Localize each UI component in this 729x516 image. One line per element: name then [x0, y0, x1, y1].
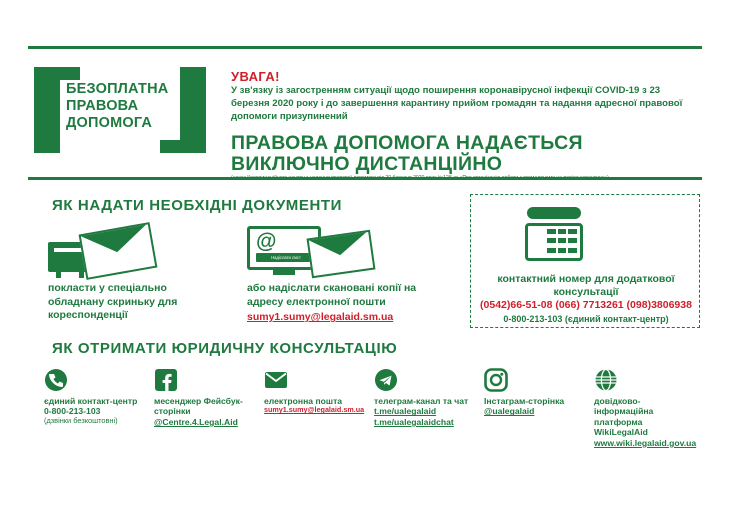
email-icon	[264, 368, 288, 392]
legal-reference: (наказ Координаційного центру з надання правової допомоги від 20 березня 2020 року №128-аг «Про організацію роботи з громадянами на період карантину»)	[231, 175, 609, 181]
channel-title: месенджер Фейсбук-сторінки	[154, 396, 243, 417]
channel-value[interactable]: www.wiki.legalaid.gov.ua	[594, 437, 697, 448]
consultation-caption: контактний номер для додаткової консультації	[497, 273, 675, 299]
option-email-caption	[247, 282, 447, 325]
channel-telegram[interactable]	[374, 368, 484, 448]
consultation-hotline: 0-800-213-103 (єдиний контакт-центр)	[503, 314, 669, 324]
option-email-text: або надіслати скановані копії на адресу електронної пошти	[247, 282, 417, 308]
channel-value[interactable]: @ualegalaid	[484, 406, 535, 417]
channel-title: Інстаграм-сторінка	[484, 396, 565, 406]
facebook-icon	[154, 368, 178, 392]
channel-facebook[interactable]	[154, 368, 264, 448]
attention-label: УВАГА!	[231, 69, 280, 84]
logo-line-2: ПРАВОВА	[66, 98, 139, 115]
headline-line-1: ПРАВОВА ДОПОМОГА НАДАЄТЬСЯ	[231, 132, 583, 154]
section-consultation-title: ЯК ОТРИМАТИ ЮРИДИЧНУ КОНСУЛЬТАЦІЮ	[52, 340, 398, 357]
globe-icon	[594, 368, 618, 392]
logo-text	[66, 81, 184, 132]
headline	[231, 133, 701, 175]
top-band	[28, 46, 702, 180]
channel-email[interactable]	[264, 368, 374, 448]
channel-instagram[interactable]	[484, 368, 594, 448]
logo-block	[28, 59, 213, 171]
bracket-left-icon	[34, 67, 60, 153]
notice-text: У зв'язку із загостренням ситуації щодо поширення коронавірусної інфекції COVID-19 з 23 березня 2020 року і до завершення карантину прийом громадян та надання адресної правової допомоги призупинений	[231, 85, 683, 122]
headline-line-2: ВИКЛЮЧНО ДИСТАНЦІЙНО	[231, 153, 503, 176]
telephone-icon	[525, 205, 587, 263]
mailbox-envelope-icon	[48, 228, 198, 276]
section-documents-title: ЯК НАДАТИ НЕОБХІДНІ ДОКУМЕНТИ	[52, 197, 343, 214]
channel-title: телеграм-канал та чат	[374, 396, 469, 406]
channel-value[interactable]: t.me/ualegalaid	[374, 406, 437, 417]
channel-title: довідково-інформаційна платформа WikiLegalAid	[594, 396, 654, 438]
monitor-email-icon: @ Надіслати лист	[247, 226, 397, 278]
channel-title: електронна пошта	[264, 396, 343, 406]
logo-line-1: БЕЗОПЛАТНА	[66, 81, 169, 97]
option-mailbox-caption: покласти у спеціально обладнану скриньку для кореспонденції	[48, 282, 178, 322]
channel-title: єдиний контакт-центр	[44, 396, 138, 406]
phone-icon	[44, 368, 68, 392]
option-email-address[interactable]: sumy1.sumy@legalaid.sm.ua	[247, 311, 394, 324]
logo-line-3: ДОПОМОГА	[66, 115, 153, 132]
channels-list	[44, 368, 704, 448]
channel-value-2[interactable]: t.me/ualegalaidchat	[374, 416, 454, 427]
consultation-numbers: (0542)66-51-08 (066) 7713261 (098)3806938	[480, 299, 692, 311]
channel-value[interactable]: @Centre.4.Legal.Aid	[154, 416, 238, 427]
monitor-button-label: Надіслати лист	[271, 255, 301, 260]
channel-value: 0-800-213-103	[44, 406, 101, 417]
telegram-icon	[374, 368, 398, 392]
channel-wikilegalaid[interactable]	[594, 368, 704, 448]
channel-value[interactable]: sumy1.sumy@legalaid.sm.ua	[264, 405, 365, 415]
channel-contact-center[interactable]	[44, 368, 154, 448]
instagram-icon	[484, 368, 508, 392]
consultation-phone-box	[470, 194, 700, 328]
channel-sub: (дзвінки безкоштовні)	[44, 415, 118, 425]
